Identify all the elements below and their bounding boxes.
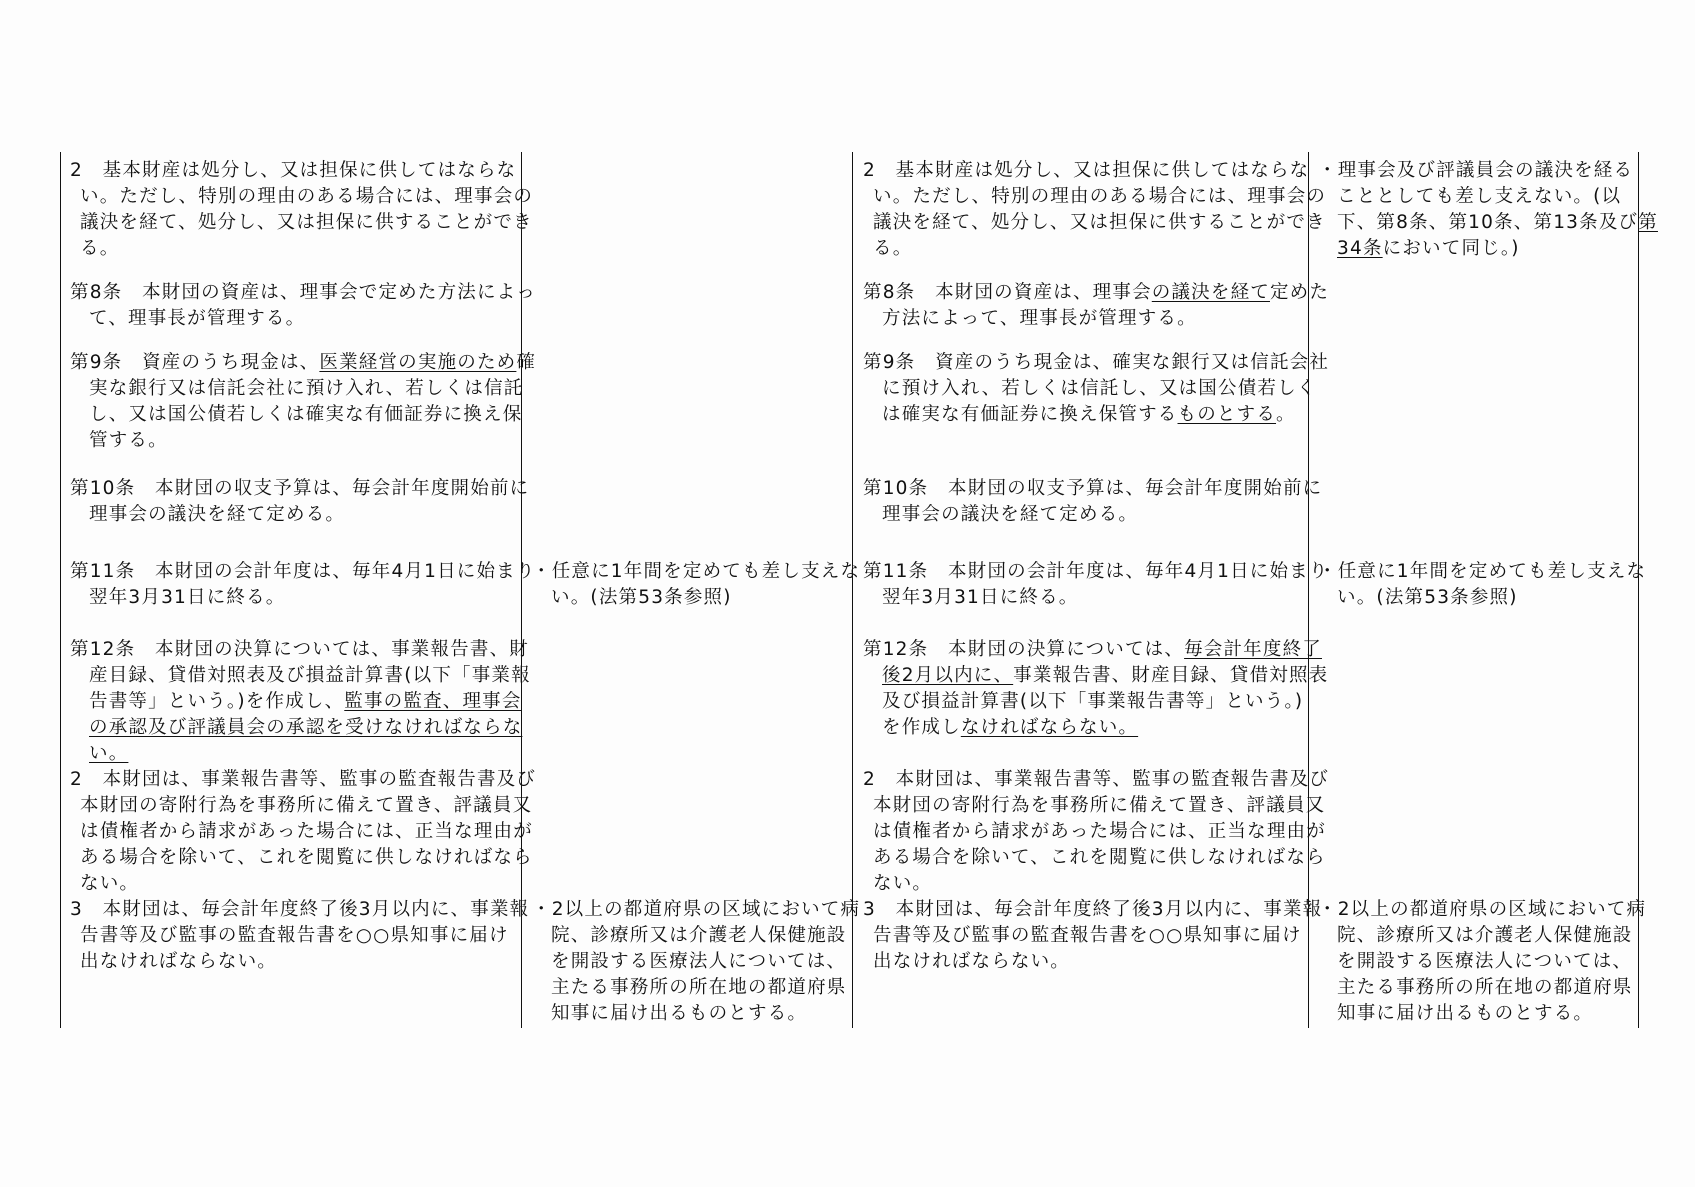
text-line (863, 376, 1329, 402)
text-line (863, 715, 1328, 741)
text-line (1318, 585, 1646, 611)
text-segment: は債権者から請求があった場合には、正当な理由が (80, 821, 533, 842)
paragraph (70, 559, 536, 611)
text-segment: 3 本財団は、毎会計年度終了後3月以内に、事業報 (863, 899, 1323, 920)
text-segment: 第8条 本財団の資産は、理事会で定めた方法によっ (70, 282, 537, 303)
text-line (1318, 158, 1658, 184)
text-segment: ない。 (80, 873, 140, 894)
paragraph (863, 476, 1322, 528)
text-segment: ・理事会及び評議員会の議決を経る (1318, 160, 1634, 181)
text-line (863, 585, 1329, 611)
text-line (863, 949, 1322, 975)
text-segment: 第8条 本財団の資産は、理事会 (863, 282, 1152, 303)
text-line (532, 559, 860, 585)
paragraph (863, 767, 1329, 897)
text-segment: 告書等及び監事の監査報告書を○○県知事に届け (80, 925, 509, 946)
amended-text: 監事の監査、理事会 (344, 691, 522, 712)
text-segment: 本財団の寄附行為を事務所に備えて置き、評議員又 (873, 795, 1326, 816)
text-line (532, 1001, 860, 1027)
paragraph (1318, 897, 1646, 1027)
text-line (70, 897, 529, 923)
paragraph (863, 280, 1329, 332)
text-segment: は債権者から請求があった場合には、正当な理由が (873, 821, 1326, 842)
text-segment: 第9条 資産のうち現金は、確実な銀行又は信託会社 (863, 352, 1330, 373)
text-line (863, 236, 1326, 262)
text-segment: 告書等及び監事の監査報告書を○○県知事に届け (873, 925, 1302, 946)
text-line (70, 715, 531, 741)
text-line (1318, 210, 1658, 236)
text-segment: において同じ。) (1382, 238, 1520, 259)
text-line (1318, 1001, 1646, 1027)
text-segment: ・2以上の都道府県の区域において病 (1318, 899, 1647, 920)
text-line (70, 663, 531, 689)
amended-text: 医業経営の実施のため (319, 352, 517, 373)
text-line (863, 793, 1329, 819)
paragraph (863, 897, 1322, 975)
text-segment: 知事に届け出るものとする。 (551, 1003, 808, 1024)
text-line (70, 559, 536, 585)
text-segment: る。 (873, 238, 913, 259)
amended-text: なければならない。 (960, 717, 1139, 738)
paragraph (1318, 559, 1646, 611)
text-segment: い。(法第53条参照) (551, 587, 732, 608)
text-line (863, 502, 1322, 528)
text-line (70, 585, 536, 611)
text-line (863, 210, 1326, 236)
text-segment: ある場合を除いて、これを閲覧に供しなければなら (873, 847, 1326, 868)
text-segment: い。(法第53条参照) (1337, 587, 1518, 608)
text-segment: 事業報告書、財産目録、貸借対照表 (1013, 665, 1329, 686)
text-line (1318, 184, 1658, 210)
paragraph (863, 559, 1329, 611)
text-segment: 2 基本財産は処分し、又は担保に供してはならな (863, 160, 1310, 181)
amended-text: の承認及び評議員会の承認を受けなければならな (89, 717, 523, 738)
text-segment: て、理事長が管理する。 (89, 308, 306, 329)
text-segment: 確 (516, 352, 537, 373)
text-line (1318, 236, 1658, 262)
text-segment: 実な銀行又は信託会社に預け入れ、若しくは信託 (89, 378, 524, 399)
text-line (70, 184, 533, 210)
text-segment: 3 本財団は、毎会計年度終了後3月以内に、事業報 (70, 899, 530, 920)
paragraph (70, 280, 536, 332)
text-line (70, 236, 533, 262)
text-line (863, 871, 1329, 897)
text-line (70, 923, 529, 949)
text-segment: 第11条 本財団の会計年度は、毎年4月1日に始まり (863, 561, 1329, 582)
text-segment: 理事会の議決を経て定める。 (882, 504, 1139, 525)
text-segment: 産目録、貸借対照表及び損益計算書(以下「事業報 (89, 665, 531, 686)
text-line (532, 949, 860, 975)
text-line (70, 376, 536, 402)
text-segment: 本財団の寄附行為を事務所に備えて置き、評議員又 (80, 795, 533, 816)
text-line (70, 428, 536, 454)
paragraph (532, 897, 860, 1027)
text-segment: 第9条 資産のうち現金は、 (70, 352, 320, 373)
paragraph (863, 637, 1328, 741)
text-line (70, 949, 529, 975)
amended-text: の議決を経て (1151, 282, 1270, 303)
text-line (70, 402, 536, 428)
text-segment: い。ただし、特別の理由のある場合には、理事会の (873, 186, 1327, 207)
text-line (863, 897, 1322, 923)
text-segment: 第10条 本財団の収支予算は、毎会計年度開始前に (863, 478, 1323, 499)
text-line (70, 306, 536, 332)
text-line (1318, 975, 1646, 1001)
text-line (70, 689, 531, 715)
text-segment: を開設する医療法人については、 (1337, 951, 1633, 972)
paragraph (70, 476, 529, 528)
text-segment: 第12条 本財団の決算については、事業報告書、財 (70, 639, 529, 660)
text-segment: る。 (80, 238, 120, 259)
text-segment: ある場合を除いて、これを閲覧に供しなければなら (80, 847, 533, 868)
text-line (863, 559, 1329, 585)
text-line (863, 689, 1328, 715)
text-segment: 議決を経て、処分し、又は担保に供することができ (873, 212, 1326, 233)
text-line (70, 845, 536, 871)
text-segment: 議決を経て、処分し、又は担保に供することができ (80, 212, 533, 233)
text-line (532, 585, 860, 611)
table-border-left (60, 152, 61, 1028)
paragraph (70, 767, 536, 897)
amended-text: 34条 (1337, 238, 1383, 259)
text-segment: 主たる事務所の所在地の都道府県 (551, 977, 847, 998)
text-line (70, 502, 529, 528)
text-segment: 定めた (1269, 282, 1330, 303)
text-line (863, 280, 1329, 306)
text-segment: 院、診療所又は介護老人保健施設 (1337, 925, 1633, 946)
text-segment: を作成し (882, 717, 961, 738)
amended-text: 後2月以内に、 (882, 665, 1014, 686)
text-segment: い。ただし、特別の理由のある場合には、理事会の (80, 186, 534, 207)
text-line (70, 158, 533, 184)
text-line (863, 476, 1322, 502)
text-segment: は確実な有価証券に換え保管する (882, 404, 1178, 425)
text-segment: 。 (1276, 404, 1296, 425)
text-segment: 理事会の議決を経て定める。 (89, 504, 346, 525)
text-segment: 院、診療所又は介護老人保健施設 (551, 925, 847, 946)
text-segment: 主たる事務所の所在地の都道府県 (1337, 977, 1633, 998)
text-line (863, 845, 1329, 871)
text-line (70, 637, 531, 663)
text-line (70, 476, 529, 502)
text-segment: し、又は国公債若しくは確実な有価証券に換え保 (89, 404, 523, 425)
text-line (70, 767, 536, 793)
paragraph (70, 637, 531, 767)
text-segment: 翌年3月31日に終る。 (882, 587, 1079, 608)
paragraph (863, 158, 1326, 262)
text-line (863, 306, 1329, 332)
text-segment: ・2以上の都道府県の区域において病 (532, 899, 861, 920)
text-line (70, 793, 536, 819)
text-segment: 第11条 本財団の会計年度は、毎年4月1日に始まり (70, 561, 536, 582)
text-segment: 第12条 本財団の決算については、 (863, 639, 1185, 660)
text-line (1318, 949, 1646, 975)
text-line (863, 923, 1322, 949)
text-segment: 2 本財団は、事業報告書等、監事の監査報告書及び (70, 769, 537, 790)
paragraph (70, 158, 533, 262)
text-line (532, 923, 860, 949)
text-segment: 告書等」という。)を作成し、 (89, 691, 345, 712)
text-segment: 及び損益計算書(以下「事業報告書等」という。) (882, 691, 1304, 712)
text-line (863, 637, 1328, 663)
text-line (70, 741, 531, 767)
text-segment: 出なければならない。 (873, 951, 1071, 972)
text-segment: ・任意に1年間を定めても差し支えな (1318, 561, 1647, 582)
amended-text: 毎会計年度終了 (1184, 639, 1322, 660)
text-segment: 知事に届け出るものとする。 (1337, 1003, 1594, 1024)
text-line (863, 819, 1329, 845)
text-line (70, 210, 533, 236)
paragraph (1318, 158, 1658, 262)
text-line (863, 402, 1329, 428)
text-line (863, 184, 1326, 210)
amended-text: ものとする (1177, 404, 1277, 425)
text-line (70, 819, 536, 845)
text-line (532, 975, 860, 1001)
amended-text: い。 (89, 743, 129, 764)
text-segment: 2 本財団は、事業報告書等、監事の監査報告書及び (863, 769, 1330, 790)
text-line (70, 350, 536, 376)
text-line (1318, 559, 1646, 585)
text-line (863, 767, 1329, 793)
text-segment: 第10条 本財団の収支予算は、毎会計年度開始前に (70, 478, 530, 499)
text-segment: ・任意に1年間を定めても差し支えな (532, 561, 861, 582)
amended-text: 第 (1638, 212, 1658, 233)
text-line (1318, 923, 1646, 949)
text-line (1318, 897, 1646, 923)
text-line (863, 350, 1329, 376)
text-segment: ない。 (873, 873, 933, 894)
text-line (532, 897, 860, 923)
text-segment: 管する。 (89, 430, 168, 451)
paragraph (863, 350, 1329, 428)
text-segment: 2 基本財産は処分し、又は担保に供してはならな (70, 160, 517, 181)
paragraph (532, 559, 860, 611)
text-line (863, 663, 1328, 689)
text-segment: に預け入れ、若しくは信託し、又は国公債若しく (882, 378, 1317, 399)
text-segment: こととしても差し支えない。(以 (1337, 186, 1622, 207)
text-segment: 出なければならない。 (80, 951, 278, 972)
text-segment: 方法によって、理事長が管理する。 (882, 308, 1197, 329)
text-segment: を開設する医療法人については、 (551, 951, 847, 972)
paragraph (70, 350, 536, 454)
paragraph (70, 897, 529, 975)
text-line (863, 158, 1326, 184)
text-line (70, 871, 536, 897)
text-line (70, 280, 536, 306)
text-segment: 下、第8条、第10条、第13条及び (1337, 212, 1639, 233)
text-segment: 翌年3月31日に終る。 (89, 587, 286, 608)
